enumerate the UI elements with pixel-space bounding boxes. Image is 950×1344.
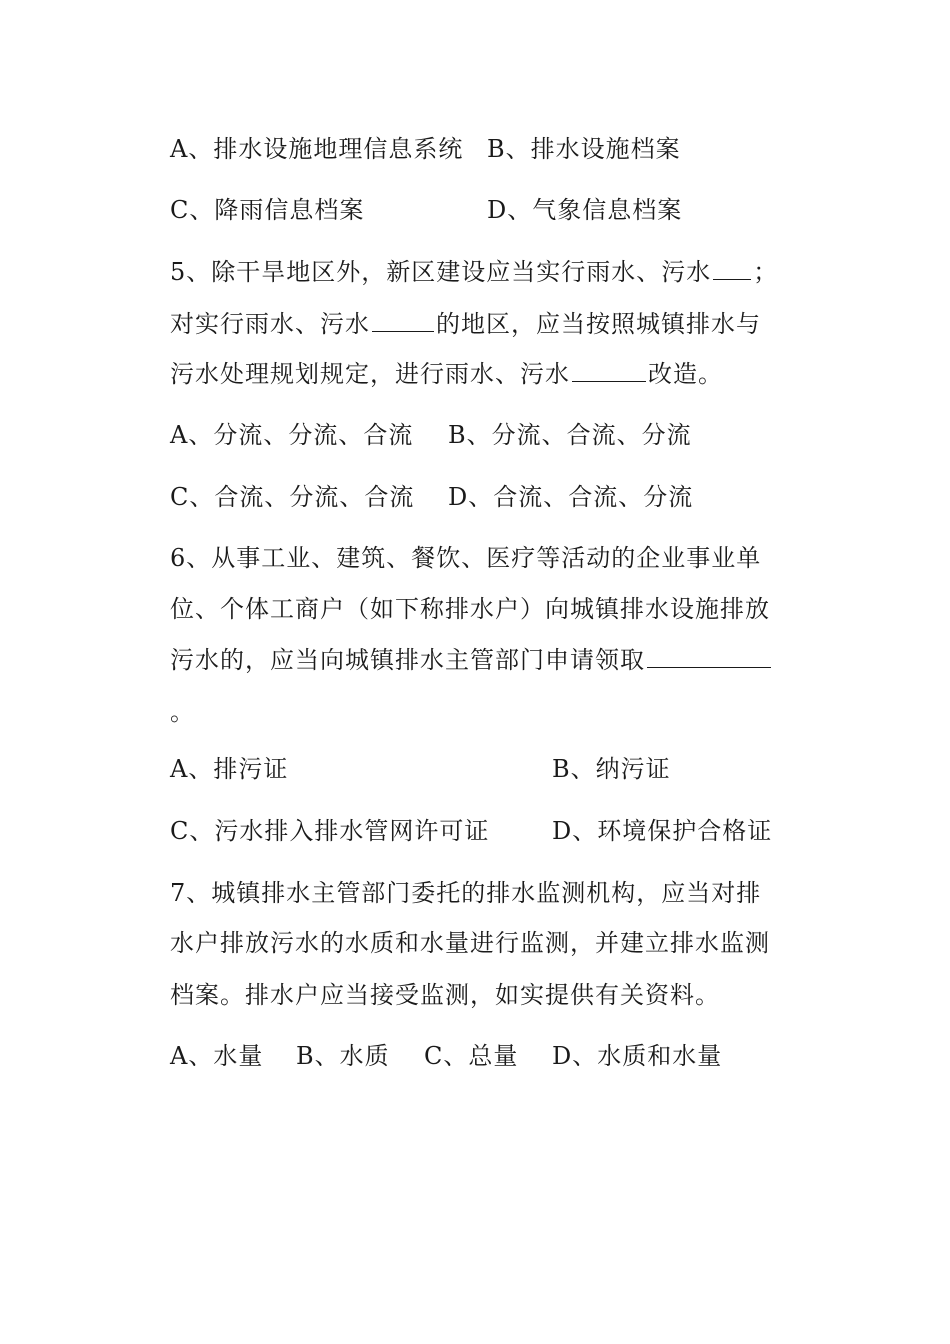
q5-option-b: B、分流、合流、分流	[448, 421, 692, 449]
q6-stem-line-4: 。	[170, 698, 195, 726]
q7-stem-line-2: 水户排放污水的水质和水量进行监测，并建立排水监测	[170, 929, 770, 957]
q5-blank-2	[372, 309, 434, 332]
q5-text-1-end: ；	[753, 258, 779, 286]
q4-option-c: C、降雨信息档案	[170, 196, 365, 224]
q5-blank-1	[713, 257, 751, 280]
q5-text-1: 5、除干旱地区外，新区建设应当实行雨水、污水	[170, 258, 712, 286]
q7-option-c: C、总量	[424, 1042, 519, 1070]
q6-option-d: D、环境保护合格证	[552, 817, 773, 845]
q4-option-d: D、气象信息档案	[487, 196, 683, 224]
q7-option-b: B、水质	[296, 1042, 390, 1070]
q5-option-c: C、合流、分流、合流	[170, 483, 415, 511]
q5-stem-line-3	[170, 358, 723, 390]
q5-text-2-start: 对实行雨水、污水	[170, 310, 370, 338]
q4-option-a: A、排水设施地理信息系统	[170, 135, 464, 163]
q5-option-a: A、分流、分流、合流	[170, 421, 414, 449]
q5-text-3-start: 污水处理规划规定，进行雨水、污水	[170, 360, 570, 388]
q6-stem-line-2: 位、个体工商户（如下称排水户）向城镇排水设施排放	[170, 595, 770, 623]
q5-stem-line-2	[170, 308, 761, 340]
q7-option-d: D、水质和水量	[552, 1042, 723, 1070]
q5-option-d: D、合流、合流、分流	[448, 483, 694, 511]
q5-text-3-end: 改造。	[648, 360, 723, 388]
q6-option-b: B、纳污证	[552, 755, 671, 783]
q5-stem-line-1	[170, 256, 778, 288]
q4-option-b: B、排水设施档案	[487, 135, 681, 163]
q7-stem-line-3: 档案。排水户应当接受监测，如实提供有关资料。	[170, 981, 720, 1009]
q6-text-3: 污水的，应当向城镇排水主管部门申请领取	[170, 646, 645, 674]
q6-blank	[647, 645, 771, 668]
q7-stem-line-1: 7、城镇排水主管部门委托的排水监测机构，应当对排	[170, 879, 762, 907]
q6-option-c: C、污水排入排水管网许可证	[170, 817, 490, 845]
q6-stem-line-1: 6、从事工业、建筑、餐饮、医疗等活动的企业事业单	[170, 544, 762, 572]
q6-stem-line-3	[170, 644, 773, 676]
q5-blank-3	[572, 359, 646, 382]
q6-option-a: A、排污证	[170, 755, 289, 783]
q5-text-2-end: 的地区，应当按照城镇排水与	[436, 310, 761, 338]
q7-option-a: A、水量	[170, 1042, 264, 1070]
